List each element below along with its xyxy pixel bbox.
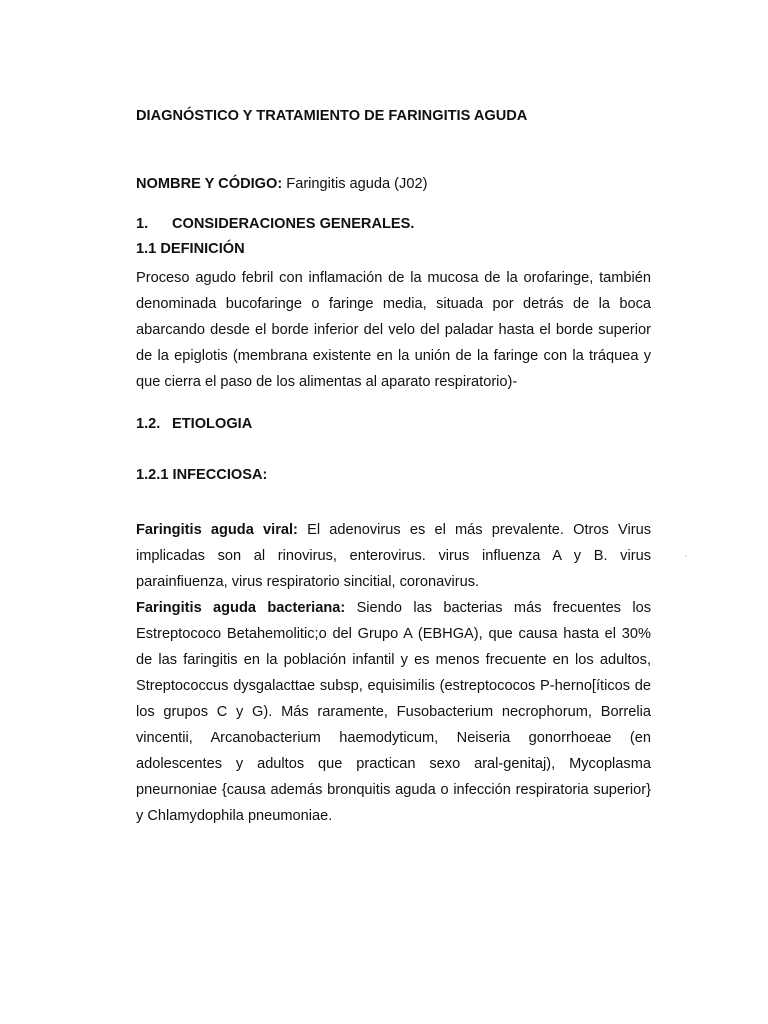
section-1-2-heading xyxy=(136,416,252,432)
bacterial-text: Siendo las bacterias más frecuentes los Estreptococo Betahemolitic;o del Grupo A (EBHGA), que causa hasta el 30% de las faringitis en la población infantil y es menos frecuente en los adultos, Streptococcus dysgalacttae subsp, equisimilis (estreptococos P-herno[íticos de los grupos C y G). Más raramente, Fusobacterium necrophorum, Borrelia vincentii, Arcanobacterium haemodyticum, Neiseria gonorrhoeae (en adolescentes y adultos que practican sexo aral-genitaj), Mycoplasma pneurnoniae {causa además bronquitis aguda o infección respiratoria superior} y Chlamydophila pneumoniae. xyxy=(136,600,651,824)
viral-label: Faringitis aguda viral: xyxy=(136,522,298,538)
bacterial-paragraph xyxy=(136,595,651,829)
document-title: DIAGNÓSTICO Y TRATAMIENTO DE FARINGITIS AGUDA xyxy=(136,108,528,124)
name-and-code-line xyxy=(136,176,427,192)
etiology-paragraph xyxy=(136,517,651,829)
section-1-2-number: 1.2. xyxy=(136,416,161,432)
definition-paragraph: Proceso agudo febril con inflamación de la mucosa de la orofaringe, también denominada bucofaringe o faringe media, situada por detrás de la boca abarcando desde el borde inferior del velo del paladar hasta el borde superior de la epiglotis (membrana existente en la unión de la faringe con la tráquea y que cierra el paso de los alimentas al aparato respiratorio)- xyxy=(136,270,651,390)
section-1-number: 1. xyxy=(136,216,149,232)
section-1-2-title: ETIOLOGIA xyxy=(172,416,253,432)
section-1-2-1-heading: 1.2.1 INFECCIOSA: xyxy=(136,467,268,483)
viral-text: El adenovirus es el más prevalente. Otros Virus implicadas son al rinovirus, enterovirus. virus influenza A y B. virus parainfiuenza, virus respiratorio sincitial, coronavirus. xyxy=(136,522,651,590)
section-1-heading xyxy=(136,216,414,232)
viral-paragraph xyxy=(136,517,651,595)
name-and-code-value: Faringitis aguda (J02) xyxy=(282,176,428,192)
section-1-title: CONSIDERACIONES GENERALES. xyxy=(172,216,415,232)
bacterial-label: Faringitis aguda bacteriana: xyxy=(136,600,346,616)
scan-speck: · xyxy=(684,548,688,562)
name-and-code-label: NOMBRE Y CÓDIGO: xyxy=(136,176,283,192)
section-1-1-heading: 1.1 DEFINICIÓN xyxy=(136,241,245,257)
